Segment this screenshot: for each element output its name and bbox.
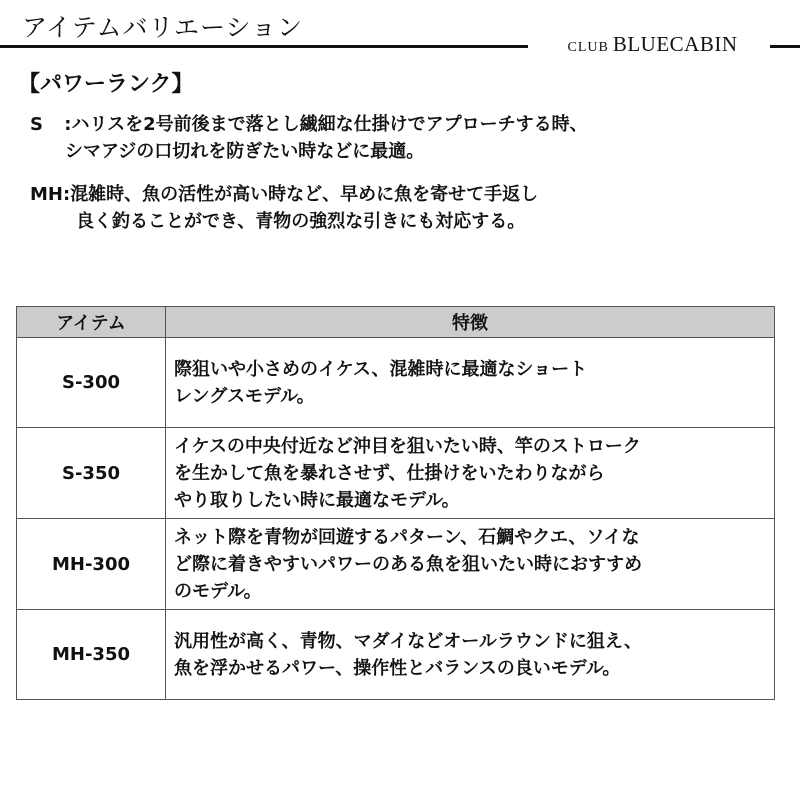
item-name: MH-300 [17,519,166,610]
feature-line: 際狙いや小さめのイケス、混雑時に最適なショート [174,358,588,380]
feature-line: 魚を浮かせるパワー、操作性とバランスの良いモデル。 [174,657,621,679]
item-name: MH-350 [17,610,166,700]
table-row [17,428,775,519]
table-row [17,519,775,610]
power-rank-s [30,111,588,165]
item-feature [166,610,775,700]
feature-line: ど際に着きやすいパワーのある魚を狙いたい時におすすめ [174,553,643,575]
rank-desc-line: ハリスを2号前後まで落とし繊細な仕掛けでアプローチする時、 [71,114,588,135]
brand-prefix: CLUB [567,40,609,55]
item-variation-table [16,306,775,700]
rank-desc-line: シマアジの口切れを防ぎたい時などに最適。 [65,141,425,162]
header-rule-right [770,45,800,48]
feature-line: 汎用性が高く、青物、マダイなどオールラウンドに狙え、 [174,630,642,652]
item-feature [166,519,775,610]
rank-separator: : [62,184,71,205]
item-name: S-350 [17,428,166,519]
feature-line: のモデル。 [174,580,262,602]
feature-line: イケスの中央付近など沖目を狙いたい時、竿のストローク [174,435,641,457]
feature-line: やり取りしたい時に最適なモデル。 [174,489,460,511]
feature-line: ネット際を青物が回遊するパターン、石鯛やクエ、ソイな [174,526,640,548]
rank-separator: : [58,114,72,135]
table-row [17,338,775,428]
rank-desc-line: 混雑時、魚の活性が高い時など、早めに魚を寄せて手返し [70,184,539,205]
rank-code: MH [30,184,63,205]
page-title: アイテムバリエーション [22,13,304,42]
brand-name: BLUECABIN [612,32,738,56]
rank-code: S [30,114,43,135]
table-header-row [17,307,775,338]
column-header-feature: 特徴 [166,307,775,338]
feature-line: レングスモデル。 [174,385,315,407]
power-rank-mh [30,181,538,235]
table-row [17,610,775,700]
brand-logo [540,32,765,57]
item-name: S-300 [17,338,166,428]
header-rule-left [0,45,528,48]
column-header-item: アイテム [17,307,166,338]
item-feature [166,338,775,428]
feature-line: を生かして魚を暴れさせず、仕掛けをいたわりながら [174,462,605,484]
item-feature [166,428,775,519]
rank-desc-line: 良く釣ることができ、青物の強烈な引きにも対応する。 [76,211,526,232]
power-rank-heading: 【パワーランク】 [18,72,194,97]
